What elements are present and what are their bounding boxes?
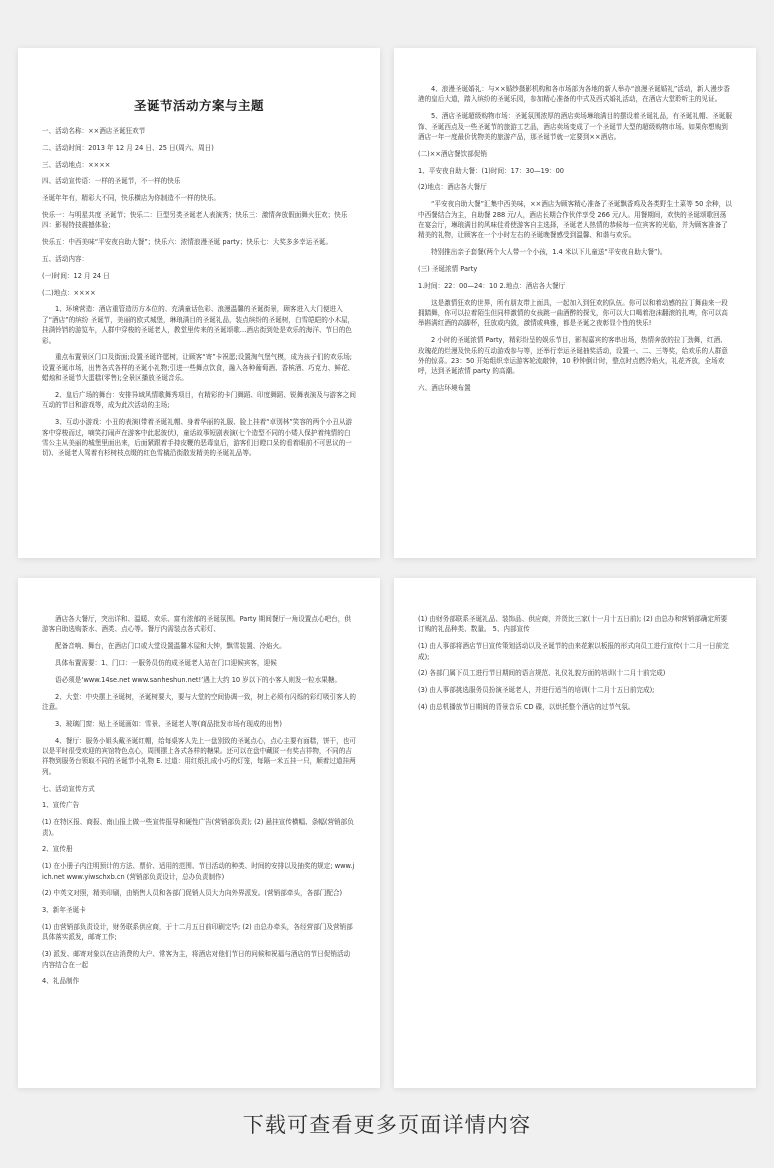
paragraph: 1.时间：22：00—24：10 2.地点：酒店各大餐厅 xyxy=(418,281,566,290)
paragraph: 一、活动名称：××酒店圣诞狂欢节 xyxy=(42,127,146,135)
paragraph: (1) 在特区报、商报、南山报上做一些宣传报导和硬性广告(营销部负责); (2) 悬挂宣传横幅、条幅(营销部负责)。 xyxy=(42,818,354,837)
paragraph: 快乐五：中西美味“平安夜自助大餐”；快乐六：浓情浪漫圣诞 party；快乐七：大奖多多幸运圣诞。 xyxy=(42,238,333,247)
paragraph: 2、大堂：中央摆上圣诞树，圣诞树要大，要与大堂的空间协调一致，树上必须有闪烁的彩灯吸引客人的注意。 xyxy=(42,692,356,711)
paragraph: (三) 圣诞浓情 Party xyxy=(418,265,478,274)
paragraph: 特别推出亲子套餐(两个大人带一个小孩，1.4 米以下儿童送“平安夜自助大餐”)。 xyxy=(431,248,667,257)
paragraph: 5、酒店圣诞超级购物市场：圣诞氛围浓厚的酒店卖场琳琅满目的摆设着圣诞礼品，有圣诞礼帽、圣诞服饰、圣诞西点及一些圣诞节的旅游工艺品，酒店卖场变成了一个圣诞节大型的超级购物市场。如果你想购到酒店一年一度最价优物美的旅游产品，那圣诞节就一定要到××酒店。 xyxy=(418,112,732,142)
paragraph: 3、玻璃门窗：贴上圣诞画如：雪景、圣诞老人等(商品批发市场有现成的出售) xyxy=(55,719,282,728)
page-4-body xyxy=(418,614,732,712)
paragraph: (3) 派发、邮寄对象以在店消费的大户、常客为主，将酒店对他们节日的问候和祝福与酒店的节日促销活动内容结合在一起 xyxy=(42,950,351,969)
paragraph: (一)时间：12 月 24 日 xyxy=(42,271,110,280)
paragraph: (3) 由人事部挑选服务员扮演圣诞老人，并进行适当的培训(十二月十五日前完成); xyxy=(418,686,655,695)
paragraph: 3、新年圣诞卡 xyxy=(42,906,86,915)
paragraph: 2、皇后广场的舞台：安排异域风情歌舞秀项目，有精彩的卡门舞蹈、印度舞蹈、锐舞表演及与游客之间互动的节目和游戏等，成为此次活动的主场; xyxy=(42,391,356,410)
paragraph: 三、活动地点：×××× xyxy=(42,160,111,169)
document-page-4 xyxy=(394,578,756,1088)
paragraph: 酒店各大餐厅，突出详和、温暖、欢乐、富有浓郁的圣诞氛围。Party 期间餐厅一角设置点心吧台，供游客自助选购茶水、酒类、点心等。餐厅内需装点各式彩灯、 xyxy=(42,615,351,634)
paragraph: 六、酒店环境布置 xyxy=(418,384,471,393)
paragraph: 3、互动小游戏：小丑的表演(带着圣诞礼帽、身着华丽的礼服、脸上挂着“卓别林”笑容的两个小丑从游客中穿梭而过，嘀笑打闹声在游客中此起彼伏)，童话故事短剧表演(七个造型不同的小矮人保护着纯情的白雪公主从美丽的城堡里面出来，后面紧跟着手持皮鞭的恶毒皇后，游客们目瞪口呆的看着眼前不可思议的一切)、圣诞老人驾着有杉树枝点缀的红色雪橇沿街散发精美的圣诞礼品等。 xyxy=(42,418,353,458)
paragraph: (2) 中英文对照，精美印刷，由销售人员和各部门促销人员大力向外界派发。(营销部牵头，各部门配合) xyxy=(42,889,343,898)
paragraph: 1、环境营造：酒店重管造历方本位的、充满童话色彩、浪漫温馨的圣诞街景，顾客进入大门便进入了“酒店”的缤纷 圣诞节，美丽的欧式城堡，琳琅满目的圣诞礼品，装点缤纷的圣诞树，白雪皑皑的小木屋，挂满铃铛的游览车，人群中穿梭的圣诞老人，教堂里传来的圣诞颂歌…酒店街到处是欢乐的海洋、节日的色彩。 xyxy=(42,305,355,345)
paragraph: (2)地点：酒店各大餐厅 xyxy=(418,183,487,192)
paragraph: 语必须是‘www.14se.net www.sanheshun.net!’遇上大约 10 岁以下的小客人则发一粒水果糖。 xyxy=(55,675,342,684)
paragraph: 具体布置需要：1、门口：一服务员仿的成圣诞老人站在门口迎候宾客，迎候 xyxy=(55,659,277,667)
paragraph: 4、礼品制作 xyxy=(42,977,80,986)
document-page-3 xyxy=(18,578,380,1088)
page-2-body xyxy=(418,84,732,394)
document-title: 圣诞节活动方案与主题 xyxy=(133,98,264,113)
paragraph: 四、活动宣传语：一样的圣诞节，不一样的快乐 xyxy=(42,177,181,186)
paragraph: 4、餐厅：服务小姐头戴圣诞红帽，给每桌客人先上一盘别致的圣诞点心，点心主要有面糕，饼干，也可以是平时很受欢迎的宾馆特色点心，周围摆上各式各样的糖果。还可以在盘中藏匿一有奖吉祥物，不同的吉祥物到服务台领取不同的圣诞节小礼物 E. 过道：用红纸扎成小巧的灯笼，每隔一米五挂一只，顺着过道挂两列。 xyxy=(42,736,356,776)
paragraph: 2 小时的圣诞浓情 Party，精彩纷呈的娱乐节目，影视嘉宾的客串出场，热情奔放的拉丁劲舞，红酒、玫瑰花的烂漫及快乐的互动游戏参与等，还举行幸运圣诞抽奖活动，设置一、二、三等奖，给欢乐的人群意外的惊喜。23：50 开始组织幸运游客轮流敲钟，10 秒钟倒计时，整点时点燃冷焰火，礼花齐放，全场欢呼，达到圣诞浓情 party 的高潮。 xyxy=(418,336,728,376)
page-1-body xyxy=(42,126,356,459)
paragraph: 二、活动时间：2013 年 12 月 24 日、25 日(周六、周日) xyxy=(42,143,214,152)
paragraph: 重点布置景区门口及街面;设置圣诞许愿树，让顾客“寄”卡祝愿;设置淘气堡气模，成为孩子们的欢乐场;设置圣诞市场，出售各式各样的圣诞小礼物;引进一些舞点饮食，融入各种葡萄酒、香槟酒、巧克力、鲜花、蜡烛和圣诞节大蛋糕(零售);全景区播放圣诞音乐。 xyxy=(42,353,355,383)
paragraph: 五、活动内容： xyxy=(42,254,89,263)
paragraph: (1) 由营销部负责设计，财务联系供应商，于十二月五日前印刷完毕; (2) 由总办牵头，各经营部门及营销部具体落实派发，邮寄工作; xyxy=(42,923,353,942)
document-page-2 xyxy=(394,48,756,558)
download-more-link[interactable]: 下载可查看更多页面详情内容 xyxy=(242,1113,532,1137)
paragraph: 圣诞年年有，精彩大不同，快乐横店为你制造不一样的快乐。 xyxy=(42,194,221,203)
paragraph: 1、宣传广告 xyxy=(42,801,80,810)
page-3-body xyxy=(42,614,356,987)
paragraph: 2、宣传册 xyxy=(42,845,73,854)
paragraph: “平安夜自助大餐”汇集中西美味，××酒店为顾客精心准备了圣诞飘香鸡及各类野生土菜等 50 余种，以中西餐结合为主，自助餐 288 元/人，酒店长期合作伙伴享受 266 元/人。用餐期间，欢快的圣诞颂歌回荡在宴会厅，琳琅满目的风味佳肴使游客自主选择，圣诞老人热情的恭候每一位宾客的光临，并为顾客准备了精美的礼物，让顾客在一个小时左右的圣诞晚餐感受到温馨、和谐与欢乐。 xyxy=(418,200,732,240)
paragraph: 1、平安夜自助大餐：(1)时间：17：30—19：00 xyxy=(418,166,565,175)
paragraph: 这是激情狂欢的世界，所有朋友带上面具，一起加入到狂欢的队伍。你可以和着动感的拉丁舞曲来一段拥踏舞，你可以拉着陌生但同样激情的女孩跳一曲酒醉的探戈，你可以大口喝着泡沫翻滚的扎啤，你可以高举斟满红酒的高脚杯，狂放或内敛，激情或典雅，都是圣诞之夜彰显个性的快乐! xyxy=(418,298,728,328)
paragraph: 配备音响、舞台，在酒店门口或大堂设置温馨木屋和大钟，飘雪装置、冷焰火。 xyxy=(55,642,286,651)
paragraph: (4) 由总机播放节日期间的背景音乐 CD 碟，以烘托整个酒店的过节气氛。 xyxy=(418,703,635,711)
paragraph: (2) 各部门属下员工进行节日期间的语言规范、礼仪礼貌方面的培训(十二月十前完成) xyxy=(418,669,666,678)
paragraph: (1) 由人事部将酒店节日宣传策划活动以及圣诞节的由来花絮以板报的形式向员工进行宣传(十二月一日前完成); xyxy=(418,642,729,661)
document-page-1 xyxy=(18,48,380,558)
paragraph: 4、浪漫圣诞婚礼：与××婚纱摄影机构和各市场部为各地的新人举办“浪漫圣诞婚礼”活动，新人漫步香港的皇后大道，踏入缤纷的圣诞乐园，参加精心准备的中式及西式婚礼活动，在酒店大堂聆听主的见证。 xyxy=(418,85,731,104)
paragraph: (二)××酒店餐饮部促销 xyxy=(418,149,487,158)
paragraph: 七、活动宣传方式 xyxy=(42,784,95,793)
paragraph: (1) 由财务部联系圣诞礼品、装饰品、供应商，并货比三家(十一月十五日前); (2) 由总办和营销部确定所要订购的礼品种类、数量。 5、内部宣传 xyxy=(418,615,728,634)
paragraph: (1) 在小册子内注明预计的方法、票价、适用的范围、节目活动的种类、时间的安排以及抽奖的规定; www.jich.net www.yiwschxb.cn (营销部负责设计，总办负责制作) xyxy=(42,862,355,881)
paragraph: 快乐一：与明星共度 圣诞节；快乐二：巨型另类圣诞老人表演秀；快乐三：激情奔放假面舞火狂欢；快乐四：影视特技震撼体验； xyxy=(42,210,348,230)
paragraph: (二)地点：×××× xyxy=(42,288,96,297)
